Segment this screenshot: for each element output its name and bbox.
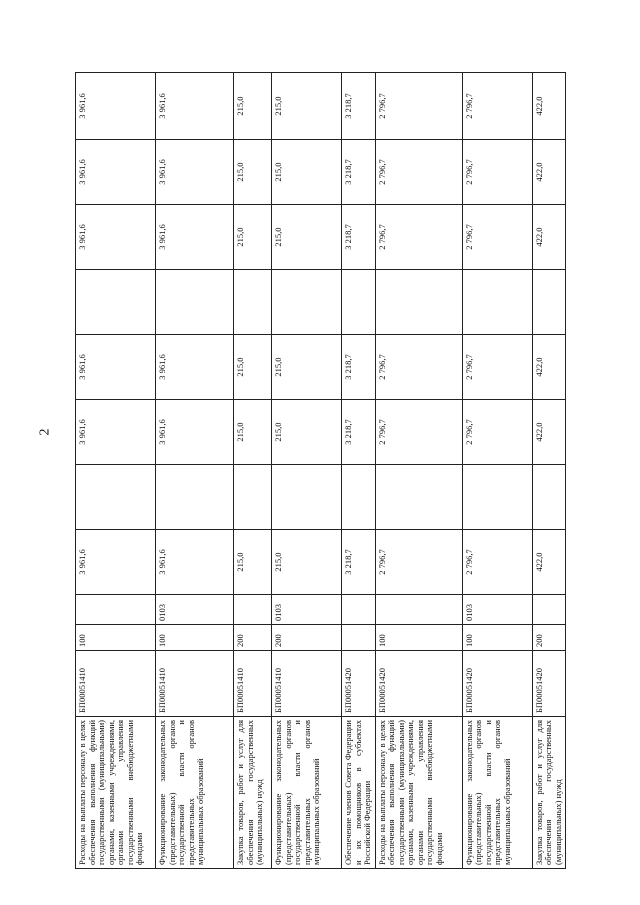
amount-cell-c3: 215,0 — [234, 400, 272, 465]
amount-cell-c8: 215,0 — [234, 73, 272, 140]
amount-cell-c5 — [342, 270, 376, 335]
section-subsection-cell — [375, 595, 462, 625]
page-number: 2 — [37, 428, 53, 436]
amount-cell-c6: 3 218,7 — [342, 205, 376, 270]
amount-cell-c6: 3 961,6 — [76, 205, 156, 270]
target-article-cell: БП00051410 — [234, 651, 272, 717]
amount-cell-c1: 215,0 — [272, 530, 342, 595]
section-subsection-cell: 0103 — [462, 595, 532, 625]
row-name-cell: Закупка товаров, работ и услуг для обеспечения государственных (муниципальных) нужд — [234, 717, 272, 869]
amount-cell-c7: 215,0 — [272, 140, 342, 205]
target-article-cell: БП00051420 — [462, 651, 532, 717]
amount-cell-c3: 215,0 — [272, 400, 342, 465]
amount-cell-c2 — [272, 465, 342, 530]
amount-cell-c4: 2 796,7 — [375, 335, 462, 400]
row-name-cell: Расходы на выплаты персоналу в целях обеспечения выполнения функций государственными (муниципальными) органами, казенными учреждениями, органами управления государственными внебюджетными фондами — [375, 717, 462, 869]
amount-cell-c3: 422,0 — [532, 400, 566, 465]
amount-cell-c1: 3 961,6 — [76, 530, 156, 595]
amount-cell-c1: 3 218,7 — [342, 530, 376, 595]
row-name-cell: Функционирование законодательных (представительных) органов государственной власти и представительных органов муниципальных образований — [156, 717, 234, 869]
expense-type-cell: 200 — [532, 625, 566, 651]
amount-cell-c8: 2 796,7 — [375, 73, 462, 140]
amount-cell-c7: 2 796,7 — [375, 140, 462, 205]
amount-cell-c7: 422,0 — [532, 140, 566, 205]
row-name-cell: Обеспечение членов Совета Федерации и их помощников в субъектах Российской Федерации — [342, 717, 376, 869]
expense-type-cell: 200 — [272, 625, 342, 651]
amount-cell-c5 — [76, 270, 156, 335]
amount-cell-c8: 422,0 — [532, 73, 566, 140]
amount-cell-c7: 3 961,6 — [76, 140, 156, 205]
table-row — [342, 73, 376, 869]
amount-cell-c6: 215,0 — [272, 205, 342, 270]
amount-cell-c8: 215,0 — [272, 73, 342, 140]
amount-cell-c8: 3 218,7 — [342, 73, 376, 140]
amount-cell-c4: 215,0 — [234, 335, 272, 400]
amount-cell-c6: 3 961,6 — [156, 205, 234, 270]
expense-type-cell: 100 — [156, 625, 234, 651]
row-name-cell: Закупка товаров, работ и услуг для обеспечения государственных (муниципальных) нужд — [532, 717, 566, 869]
amount-cell-c1: 2 796,7 — [375, 530, 462, 595]
amount-cell-c8: 3 961,6 — [76, 73, 156, 140]
target-article-cell: БП00051420 — [342, 651, 376, 717]
section-subsection-cell: 0103 — [156, 595, 234, 625]
amount-cell-c8: 3 961,6 — [156, 73, 234, 140]
amount-cell-c4: 422,0 — [532, 335, 566, 400]
amount-cell-c2 — [234, 465, 272, 530]
amount-cell-c6: 2 796,7 — [462, 205, 532, 270]
amount-cell-c2 — [156, 465, 234, 530]
amount-cell-c2 — [375, 465, 462, 530]
expense-type-cell: 100 — [462, 625, 532, 651]
expense-type-cell: 100 — [76, 625, 156, 651]
amount-cell-c3: 2 796,7 — [375, 400, 462, 465]
amount-cell-c2 — [76, 465, 156, 530]
amount-cell-c3: 3 961,6 — [76, 400, 156, 465]
target-article-cell: БП00051410 — [272, 651, 342, 717]
table-body — [76, 73, 566, 869]
amount-cell-c4: 3 961,6 — [76, 335, 156, 400]
amount-cell-c5 — [375, 270, 462, 335]
amount-cell-c7: 3 961,6 — [156, 140, 234, 205]
target-article-cell: БП00051410 — [156, 651, 234, 717]
amount-cell-c4: 3 218,7 — [342, 335, 376, 400]
table-row — [462, 73, 532, 869]
amount-cell-c4: 215,0 — [272, 335, 342, 400]
amount-cell-c7: 2 796,7 — [462, 140, 532, 205]
section-subsection-cell — [532, 595, 566, 625]
target-article-cell: БП00051420 — [532, 651, 566, 717]
table-row — [76, 73, 156, 869]
amount-cell-c2 — [462, 465, 532, 530]
section-subsection-cell: 0103 — [272, 595, 342, 625]
amount-cell-c2 — [342, 465, 376, 530]
amount-cell-c3: 3 961,6 — [156, 400, 234, 465]
amount-cell-c6: 422,0 — [532, 205, 566, 270]
amount-cell-c1: 422,0 — [532, 530, 566, 595]
section-subsection-cell — [76, 595, 156, 625]
table-row — [234, 73, 272, 869]
amount-cell-c6: 2 796,7 — [375, 205, 462, 270]
section-subsection-cell — [234, 595, 272, 625]
amount-cell-c3: 3 218,7 — [342, 400, 376, 465]
table-row — [272, 73, 342, 869]
amount-cell-c1: 215,0 — [234, 530, 272, 595]
amount-cell-c4: 2 796,7 — [462, 335, 532, 400]
target-article-cell: БП00051410 — [76, 651, 156, 717]
expense-type-cell — [342, 625, 376, 651]
amount-cell-c8: 2 796,7 — [462, 73, 532, 140]
amount-cell-c5 — [532, 270, 566, 335]
amount-cell-c2 — [532, 465, 566, 530]
table-row — [375, 73, 462, 869]
amount-cell-c1: 2 796,7 — [462, 530, 532, 595]
amount-cell-c5 — [462, 270, 532, 335]
amount-cell-c1: 3 961,6 — [156, 530, 234, 595]
table-viewport — [75, 73, 563, 869]
section-subsection-cell — [342, 595, 376, 625]
table-row — [156, 73, 234, 869]
amount-cell-c5 — [272, 270, 342, 335]
row-name-cell: Функционирование законодательных (представительных) органов государственной власти и представительных органов муниципальных образований — [272, 717, 342, 869]
amount-cell-c7: 215,0 — [234, 140, 272, 205]
row-name-cell: Расходы на выплаты персоналу в целях обеспечения выполнения функций государственными (муниципальными) органами, казенными учреждениями, органами управления государственными внебюджетными фондами — [76, 717, 156, 869]
amount-cell-c6: 215,0 — [234, 205, 272, 270]
expense-type-cell: 100 — [375, 625, 462, 651]
amount-cell-c4: 3 961,6 — [156, 335, 234, 400]
row-name-cell: Функционирование законодательных (представительных) органов государственной власти и представительных органов муниципальных образований — [462, 717, 532, 869]
table-row — [532, 73, 566, 869]
amount-cell-c7: 3 218,7 — [342, 140, 376, 205]
target-article-cell: БП00051420 — [375, 651, 462, 717]
amount-cell-c5 — [156, 270, 234, 335]
amount-cell-c3: 2 796,7 — [462, 400, 532, 465]
amount-cell-c5 — [234, 270, 272, 335]
expense-type-cell: 200 — [234, 625, 272, 651]
budget-table — [75, 72, 566, 869]
